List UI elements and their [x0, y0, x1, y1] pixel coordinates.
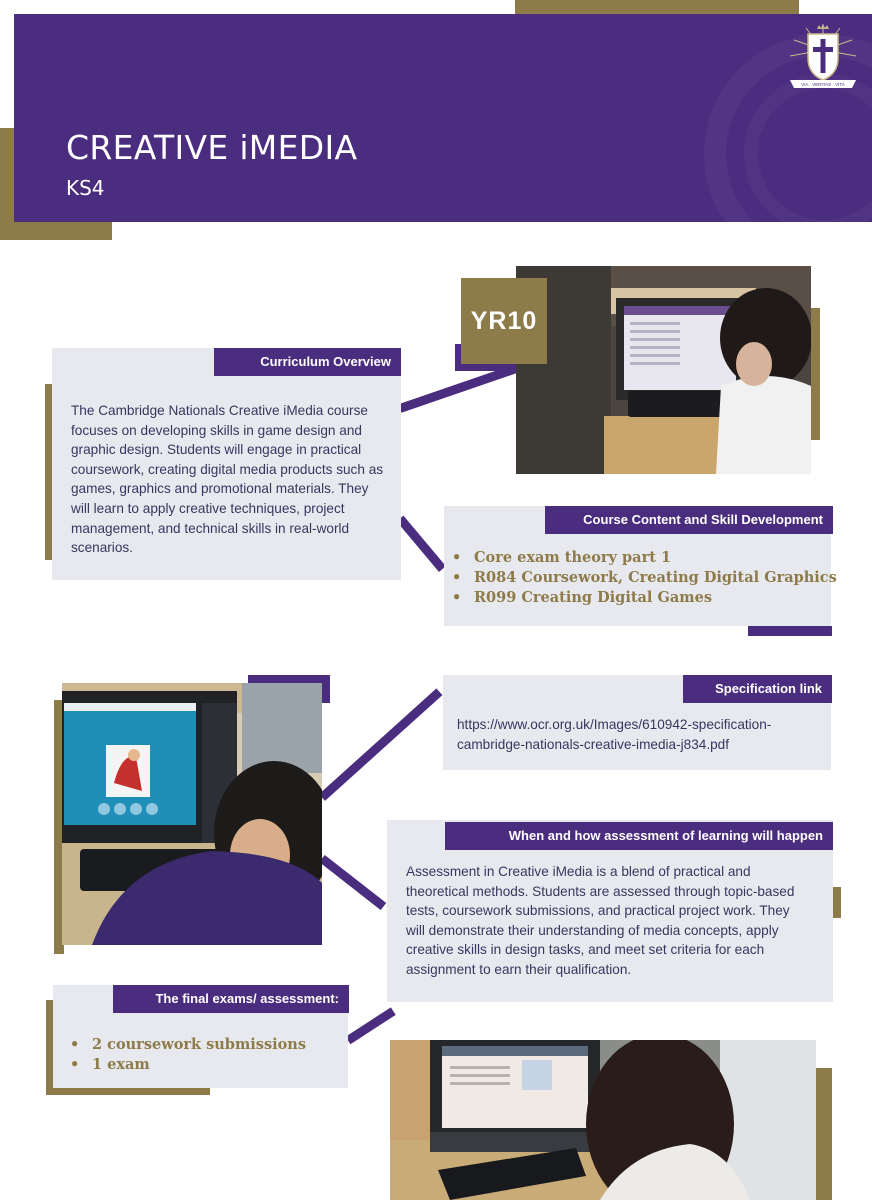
final-exams-heading: The final exams/ assessment:	[113, 985, 349, 1013]
curriculum-overview-text: The Cambridge Nationals Creative iMedia course focuses on developing skills in game design and graphic design. Students will engage in practical coursework, creating digital media products such as games, graphics and promotional materials. They will learn to apply creative techniques, project management, and technical skills in real-world scenarios.	[71, 403, 384, 556]
list-item: • Core exam theory part 1	[446, 548, 837, 568]
student-computer-photo-2	[62, 683, 322, 945]
assessment-heading: When and how assessment of learning will happen	[445, 822, 833, 850]
photo1-gold-accent	[810, 308, 820, 440]
page-title: CREATIVE iMEDIA	[66, 128, 358, 167]
specification-heading: Specification link	[683, 675, 832, 703]
connector-photo-to-spec	[319, 688, 442, 800]
specification-link[interactable]: https://www.ocr.org.uk/Images/610942-specification-cambridge-nationals-creative-imedia-j834.pdf	[457, 717, 772, 752]
page-subtitle: KS4	[66, 176, 105, 200]
connector-exams-to-assessment	[346, 1007, 396, 1044]
student-computer-photo-3	[390, 1040, 816, 1200]
year-badge: YR10	[461, 278, 547, 364]
crest-motto: VIA · VERITAS · VITA	[801, 82, 845, 87]
connector-photo-to-assessment	[319, 855, 386, 910]
list-item: • 2 coursework submissions	[64, 1035, 306, 1055]
course-content-list	[446, 548, 837, 608]
list-item: • R084 Coursework, Creating Digital Graphics	[446, 568, 837, 588]
final-exams-list	[64, 1035, 306, 1075]
assessment-text: Assessment in Creative iMedia is a blend of practical and theoretical methods. Students are assessed through topic-based tests, coursework submissions, and practical project work. They will demonstrate their understanding of media concepts, apply creative skills in design tasks, and meet set criteria for each assignment to earn their qualification.	[406, 864, 795, 977]
course-content-accent	[748, 626, 832, 636]
student-computer-photo-1	[516, 266, 811, 474]
photo3-gold-accent	[816, 1068, 832, 1200]
course-content-heading: Course Content and Skill Development	[545, 506, 833, 534]
list-item: • R099 Creating Digital Games	[446, 588, 837, 608]
curriculum-overview-heading: Curriculum Overview	[214, 348, 401, 376]
school-crest-icon	[786, 22, 860, 94]
page-header	[14, 14, 872, 222]
list-item: • 1 exam	[64, 1055, 306, 1075]
connector-overview-to-content	[397, 516, 446, 572]
assessment-gold-accent	[832, 887, 841, 918]
